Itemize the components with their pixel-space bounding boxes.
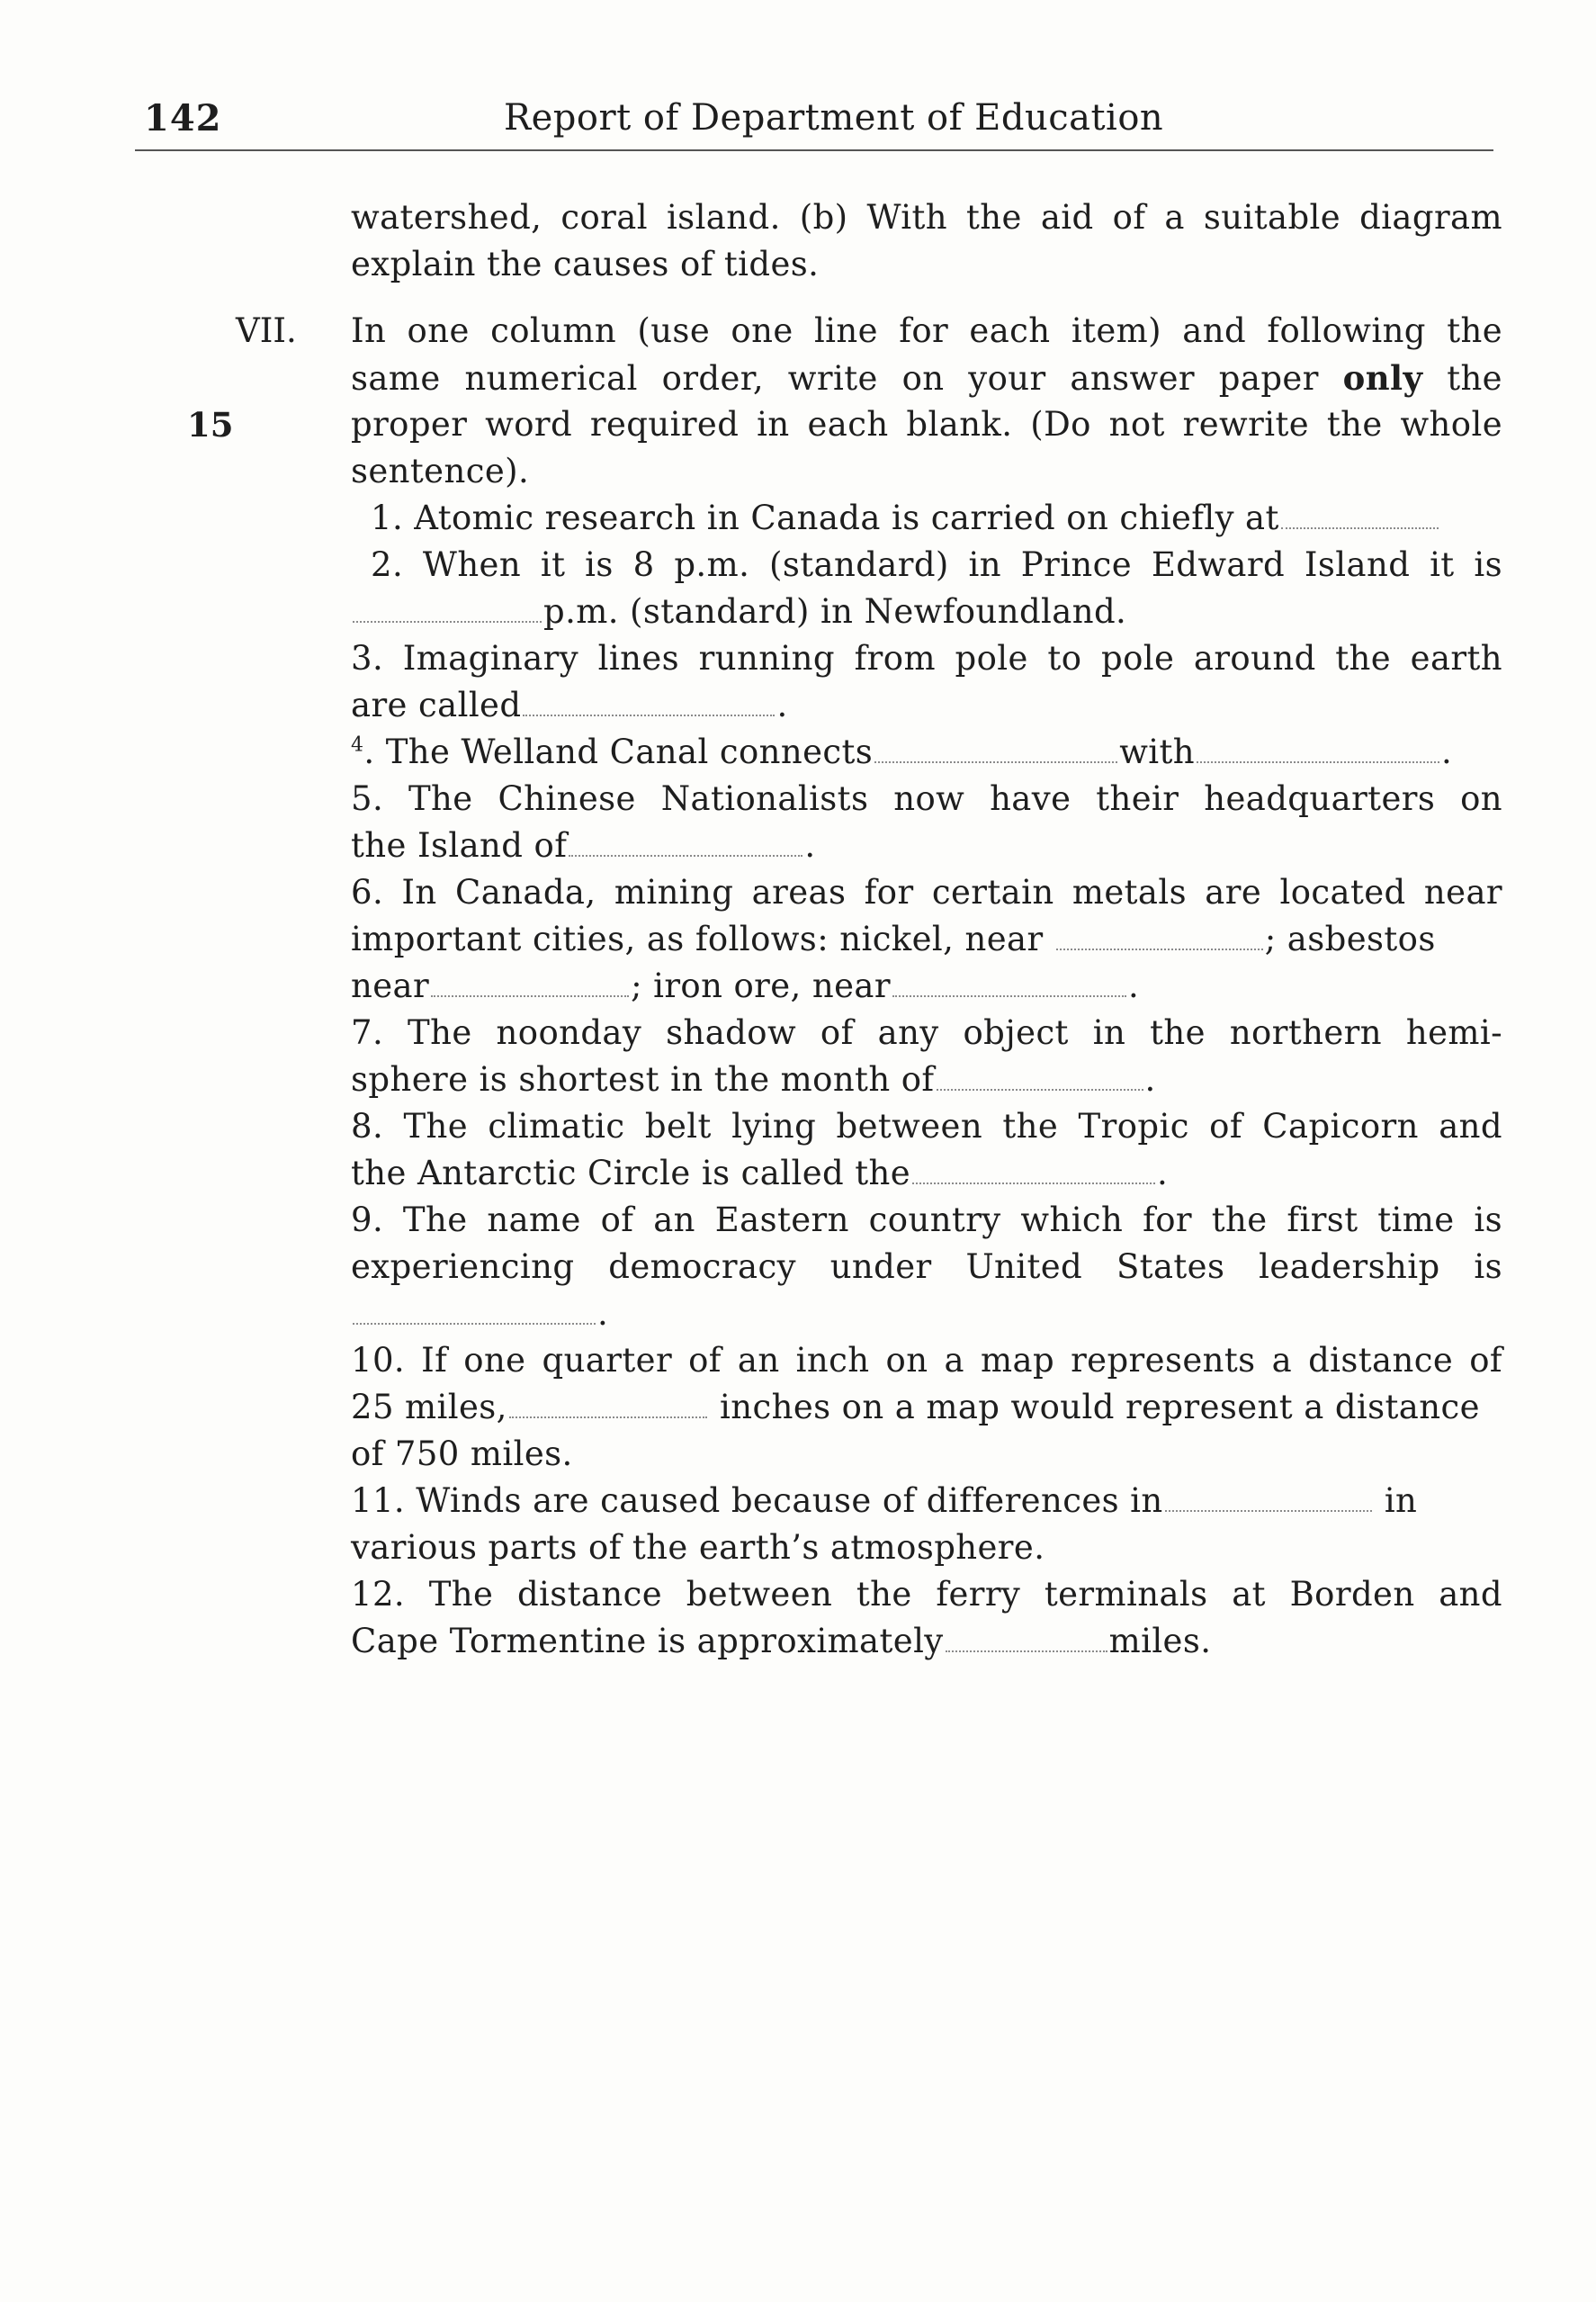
intro-paragraph bbox=[351, 194, 1502, 288]
answer-blank bbox=[1197, 751, 1439, 763]
question-items bbox=[351, 495, 1502, 1665]
item-1: 1. Atomic research in Canada is carried on chiefly at bbox=[351, 495, 1502, 542]
item-12-cont: Cape Tormentine is approximately miles. bbox=[351, 1622, 1212, 1660]
answer-blank bbox=[892, 985, 1126, 997]
answer-blank bbox=[353, 1312, 596, 1325]
item-2: 2. When it is 8 p.m. (standard) in Prince Edward Island it is bbox=[371, 545, 1502, 584]
answer-blank bbox=[569, 844, 802, 857]
emphasis-only: only bbox=[1342, 358, 1423, 398]
item-6-cont: important cities, as follows: nickel, near ; asbestos bbox=[351, 920, 1436, 958]
item-8-cont: the Antarctic Circle is called the . bbox=[351, 1154, 1169, 1192]
item-9-cont: experiencing democracy under United States leadership is bbox=[351, 1247, 1502, 1286]
answer-blank bbox=[1165, 1499, 1372, 1512]
item-8: 8. The climatic belt lying between the Tropic of Capicorn and bbox=[351, 1107, 1502, 1146]
item-9: 9. The name of an Eastern country which for the first time is bbox=[351, 1200, 1502, 1239]
answer-blank bbox=[946, 1640, 1107, 1652]
item-6-cont: near ; iron ore, near . bbox=[351, 967, 1140, 1005]
item-7: 7. The noonday shadow of any object in the northern hemi- bbox=[351, 1013, 1502, 1052]
item-2-cont: p.m. (standard) in Newfoundland. bbox=[351, 589, 1502, 635]
answer-blank bbox=[912, 1172, 1155, 1184]
item-10-cont: 25 miles, inches on a map would represent a distance bbox=[351, 1388, 1480, 1426]
item-6: 6. In Canada, mining areas for certain metals are located near bbox=[351, 873, 1502, 912]
question-instructions bbox=[351, 308, 1502, 495]
answer-blank bbox=[509, 1406, 707, 1418]
page-number: 142 bbox=[144, 97, 222, 139]
running-title: Report of Department of Education bbox=[504, 97, 1164, 139]
answer-blank bbox=[1056, 938, 1263, 950]
item-10-cont: of 750 miles. bbox=[351, 1434, 573, 1473]
answer-blank bbox=[874, 751, 1117, 763]
item-12: 12. The distance between the ferry terminals at Borden and bbox=[351, 1575, 1502, 1614]
answer-blank bbox=[431, 985, 629, 997]
item-11: 11. Winds are caused because of differences in in bbox=[351, 1481, 1418, 1520]
item-3: 3. Imaginary lines running from pole to pole around the earth bbox=[351, 639, 1502, 678]
marks-value: 15 bbox=[187, 405, 234, 445]
page-header bbox=[144, 97, 1493, 151]
instruction-line: same numerical order, write on your answer paper only the bbox=[351, 358, 1502, 398]
instruction-line: In one column (use one line for each item) and following the bbox=[351, 311, 1502, 350]
item-5: 5. The Chinese Nationalists now have their headquarters on bbox=[351, 779, 1502, 818]
intro-line: watershed, coral island. (b) With the aid of a suitable diagram bbox=[351, 198, 1502, 237]
item-9-cont: . bbox=[351, 1290, 1502, 1337]
question-number: VII. bbox=[236, 311, 297, 350]
answer-blank bbox=[937, 1078, 1143, 1091]
item-4: $^4$. The Welland Canal connects with . bbox=[351, 733, 1453, 771]
item-5-cont: the Island of . bbox=[351, 826, 816, 865]
item-10: 10. If one quarter of an inch on a map represents a distance of bbox=[351, 1341, 1502, 1380]
item-3-cont: are called . bbox=[351, 686, 788, 724]
answer-blank bbox=[1281, 517, 1439, 529]
instruction-line: proper word required in each blank. (Do not rewrite the whole bbox=[351, 405, 1502, 444]
header-rule bbox=[135, 149, 1493, 151]
intro-line: explain the causes of tides. bbox=[351, 245, 820, 283]
instruction-line: sentence). bbox=[351, 452, 530, 490]
answer-blank bbox=[523, 704, 775, 716]
item-7-cont: sphere is shortest in the month of . bbox=[351, 1060, 1156, 1099]
item-11-cont: various parts of the earth’s atmosphere. bbox=[351, 1528, 1045, 1567]
answer-blank bbox=[353, 610, 542, 623]
